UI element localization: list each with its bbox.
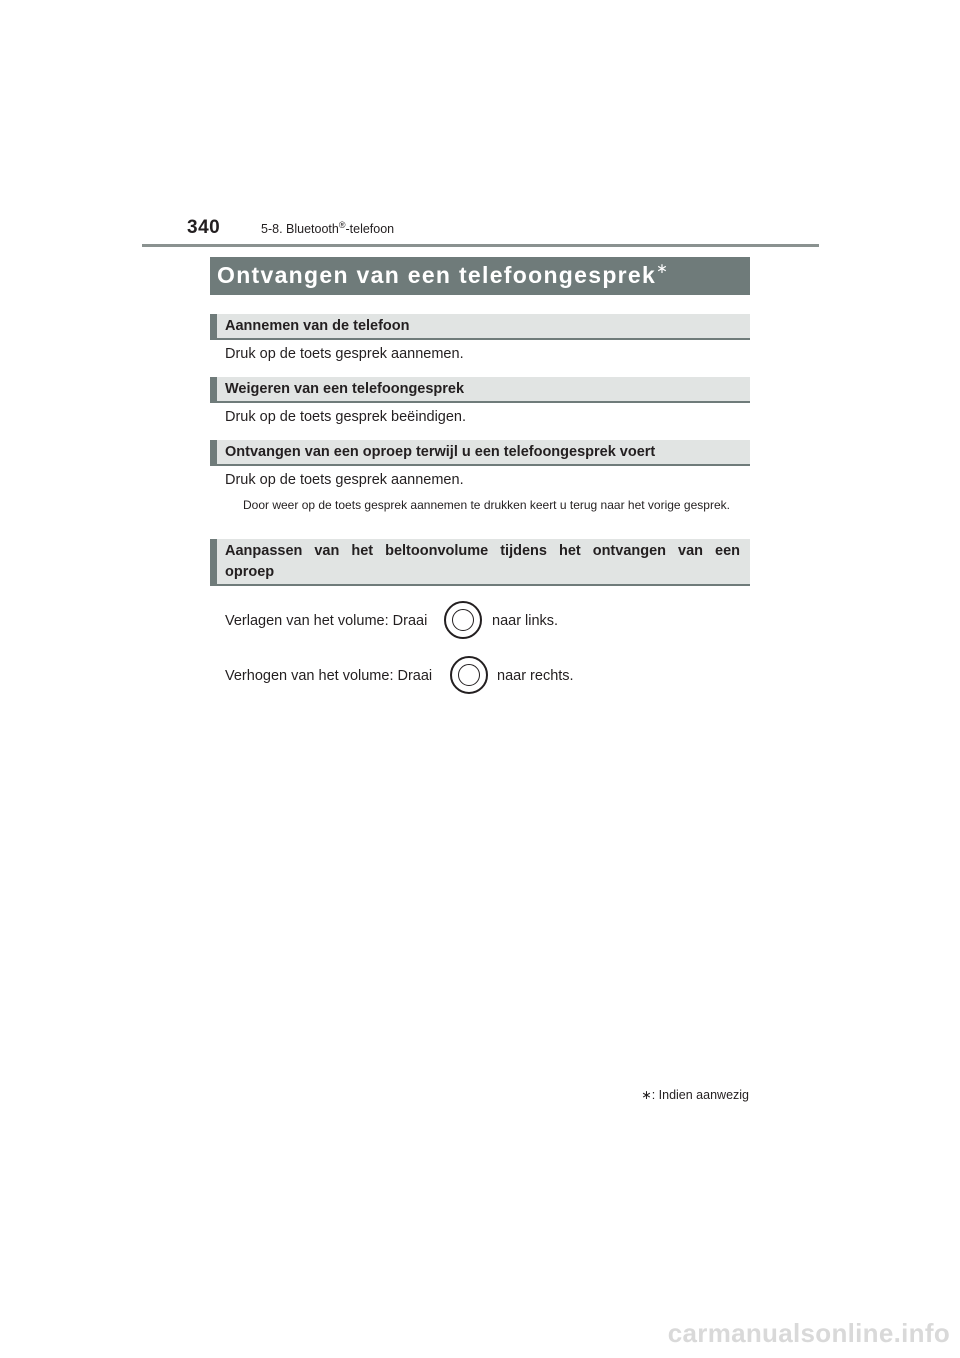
title-asterisk: ∗ xyxy=(656,260,670,276)
page-title-bar xyxy=(210,257,750,295)
body-volume-raise-before: Verhogen van het volume: Draai xyxy=(225,668,433,684)
subheading-call-waiting xyxy=(210,440,750,466)
section-header-suffix: -telefoon xyxy=(345,222,395,237)
body-answer: Druk op de toets gesprek aannemen. xyxy=(225,346,464,362)
body-call-waiting: Druk op de toets gesprek aannemen. xyxy=(225,472,464,488)
registered-mark: ® xyxy=(338,220,346,230)
subheading-reject-text: Weigeren van een telefoongesprek xyxy=(225,381,465,397)
page-number: 340 xyxy=(187,217,221,238)
page-title xyxy=(217,262,669,289)
subheading-answer xyxy=(210,314,750,340)
subheading-reject xyxy=(210,377,750,403)
header-rule xyxy=(142,244,819,247)
subheading-ringtone-volume-line1: Aanpassen van het beltoonvolume tijdens het ontvangen van een xyxy=(225,543,740,559)
section-header-prefix: 5-8. Bluetooth xyxy=(261,222,339,237)
subheading-ringtone-volume-line2: oproep xyxy=(225,564,275,580)
body-volume-lower-before: Verlagen van het volume: Draai xyxy=(225,613,428,629)
volume-knob-icon xyxy=(444,601,482,639)
subheading-ringtone-volume xyxy=(210,539,750,586)
section-header xyxy=(261,220,394,236)
body-reject: Druk op de toets gesprek beëindigen. xyxy=(225,409,467,425)
volume-knob-icon xyxy=(450,656,488,694)
body-volume-lower-after: naar links. xyxy=(492,613,559,629)
subheading-answer-text: Aannemen van de telefoon xyxy=(225,318,410,334)
note-call-waiting: Door weer op de toets gesprek aannemen te drukken keert u terug naar het vorige gesprek. xyxy=(243,498,730,512)
watermark: carmanualsonline.info xyxy=(667,1318,950,1348)
body-volume-raise-after: naar rechts. xyxy=(497,668,574,684)
subheading-call-waiting-text: Ontvangen van een oproep terwijl u een telefoongesprek voert xyxy=(225,444,656,460)
page-title-text: Ontvangen van een telefoongesprek xyxy=(217,262,657,288)
footnote: ∗: Indien aanwezig xyxy=(641,1088,749,1102)
